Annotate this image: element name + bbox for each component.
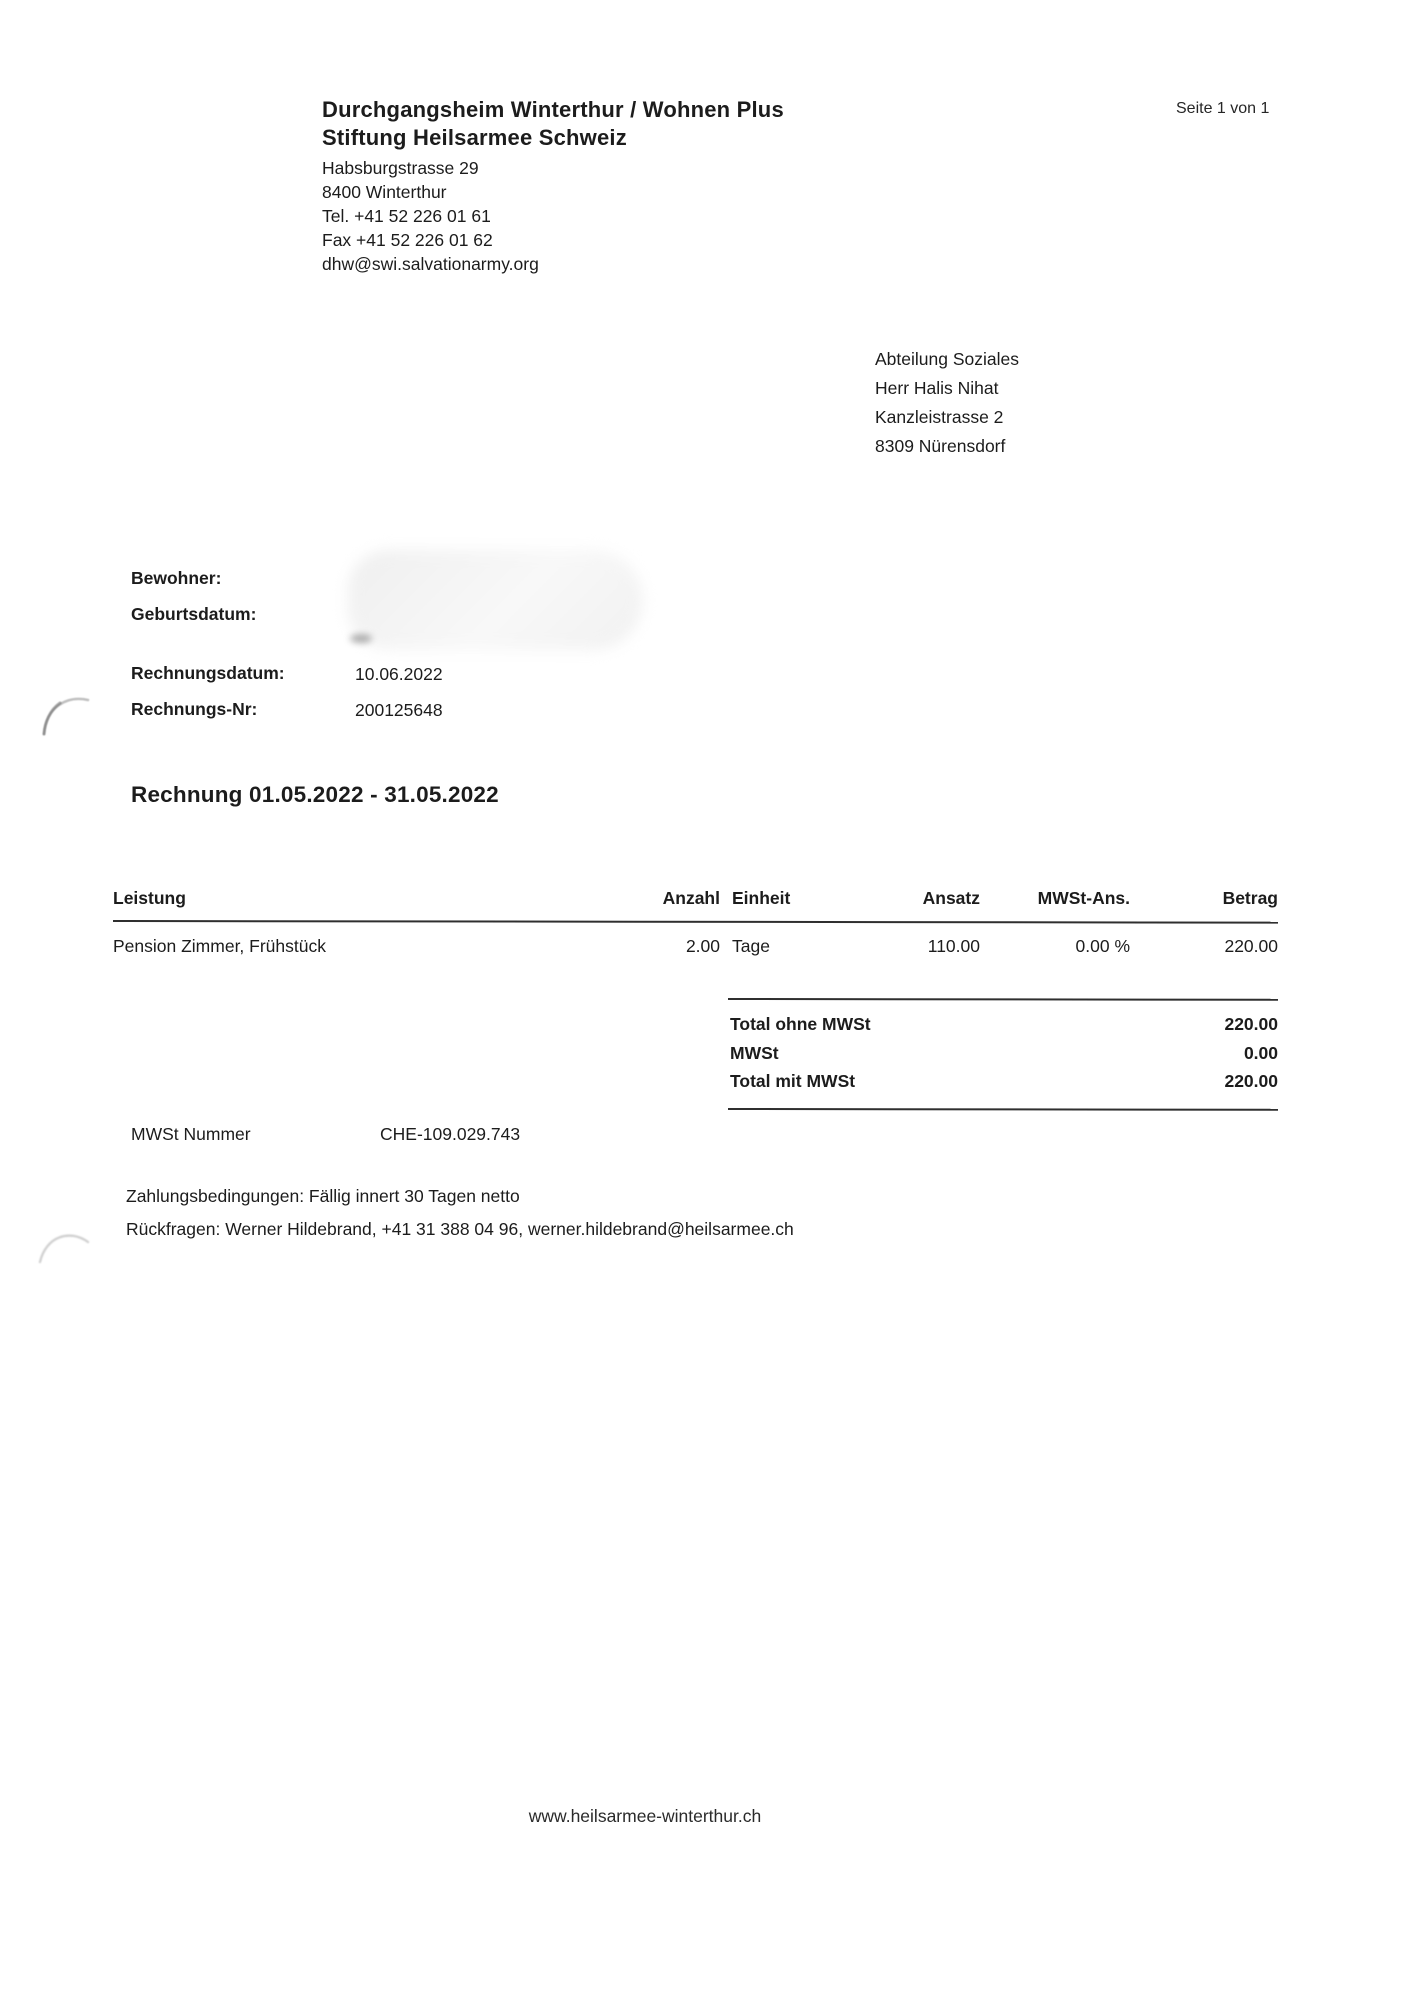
payment-terms-block xyxy=(126,1180,794,1246)
mwst-nummer-label: MWSt Nummer xyxy=(131,1124,251,1144)
sender-email: dhw@swi.salvationarmy.org xyxy=(322,254,539,274)
cell-einheit: Tage xyxy=(732,936,770,956)
scan-arc-artifact xyxy=(34,1224,100,1274)
cell-leistung: Pension Zimmer, Frühstück xyxy=(113,936,326,956)
page-number: Seite 1 von 1 xyxy=(1176,100,1270,117)
sender-fax: Fax +41 52 226 01 62 xyxy=(322,230,493,250)
rechnungsdatum-value: 10.06.2022 xyxy=(355,664,443,684)
zahlungsbedingungen-line: Zahlungsbedingungen: Fällig innert 30 Tagen netto xyxy=(126,1186,520,1206)
sender-name-line1: Durchgangsheim Winterthur / Wohnen Plus xyxy=(322,97,784,122)
scan-arc-artifact xyxy=(38,688,108,744)
recipient-line: 8309 Nürensdorf xyxy=(875,436,1006,456)
geburtsdatum-row xyxy=(131,604,256,625)
line-items-table xyxy=(113,888,1278,957)
mwst-value: 0.00 xyxy=(1243,1042,1278,1063)
total-mit-mwst-label: Total mit MWSt xyxy=(730,1071,856,1091)
sender-city: 8400 Winterthur xyxy=(322,182,447,202)
totals-bottom-rule xyxy=(728,1108,1278,1111)
table-header-row xyxy=(113,888,1278,909)
col-header-einheit: Einheit xyxy=(732,888,791,908)
table-row xyxy=(113,936,1278,957)
rechnungsnr-value: 200125648 xyxy=(355,700,443,720)
redacted-area xyxy=(348,550,643,650)
col-header-leistung: Leistung xyxy=(113,888,186,908)
geburtsdatum-label: Geburtsdatum: xyxy=(131,604,257,624)
footer-url: www.heilsarmee-winterthur.ch xyxy=(528,1806,762,1826)
table-header-rule xyxy=(113,920,1278,924)
mwst-row xyxy=(730,1039,1278,1068)
recipient-line: Kanzleistrasse 2 xyxy=(875,407,1004,427)
mwst-label: MWSt xyxy=(730,1042,779,1063)
rechnungsdatum-row xyxy=(131,663,285,684)
cell-anzahl: 2.00 xyxy=(685,936,720,956)
total-mit-mwst-row xyxy=(730,1067,1278,1096)
bewohner-row xyxy=(131,568,221,589)
totals-block xyxy=(728,998,1278,1110)
sender-street: Habsburgstrasse 29 xyxy=(322,158,479,178)
total-ohne-mwst-row xyxy=(730,1010,1278,1039)
total-mit-mwst-value: 220.00 xyxy=(1224,1071,1278,1091)
rechnungsnr-row xyxy=(131,699,257,720)
col-header-ansatz: Ansatz xyxy=(922,888,980,908)
cell-betrag: 220.00 xyxy=(1224,936,1278,956)
col-header-betrag: Betrag xyxy=(1222,888,1278,908)
bewohner-label: Bewohner: xyxy=(131,568,222,588)
recipient-line: Abteilung Soziales xyxy=(875,349,1019,369)
sender-address xyxy=(322,156,784,276)
mwst-nummer-value: CHE-109.029.743 xyxy=(380,1124,521,1144)
total-ohne-mwst-label: Total ohne MWSt xyxy=(730,1014,871,1034)
rechnungsnr-label: Rechnungs-Nr: xyxy=(131,699,258,719)
cell-mwst: 0.00 % xyxy=(1075,936,1130,956)
cell-ansatz: 110.00 xyxy=(927,936,980,956)
total-ohne-mwst-value: 220.00 xyxy=(1224,1014,1278,1034)
col-header-mwst: MWSt-Ans. xyxy=(1037,888,1130,908)
rueckfragen-line: Rückfragen: Werner Hildebrand, +41 31 388 04 96, werner.hildebrand@heilsarmee.ch xyxy=(126,1219,794,1239)
rechnungsdatum-label: Rechnungsdatum: xyxy=(131,663,285,683)
recipient-line: Herr Halis Nihat xyxy=(875,378,999,398)
recipient-block xyxy=(875,345,1019,461)
sender-tel: Tel. +41 52 226 01 61 xyxy=(322,206,491,226)
col-header-anzahl: Anzahl xyxy=(662,888,720,908)
invoice-title: Rechnung 01.05.2022 - 31.05.2022 xyxy=(131,782,499,807)
sender-block xyxy=(322,96,784,276)
sender-name-line2: Stiftung Heilsarmee Schweiz xyxy=(322,125,627,150)
redaction-smudge xyxy=(350,634,372,643)
